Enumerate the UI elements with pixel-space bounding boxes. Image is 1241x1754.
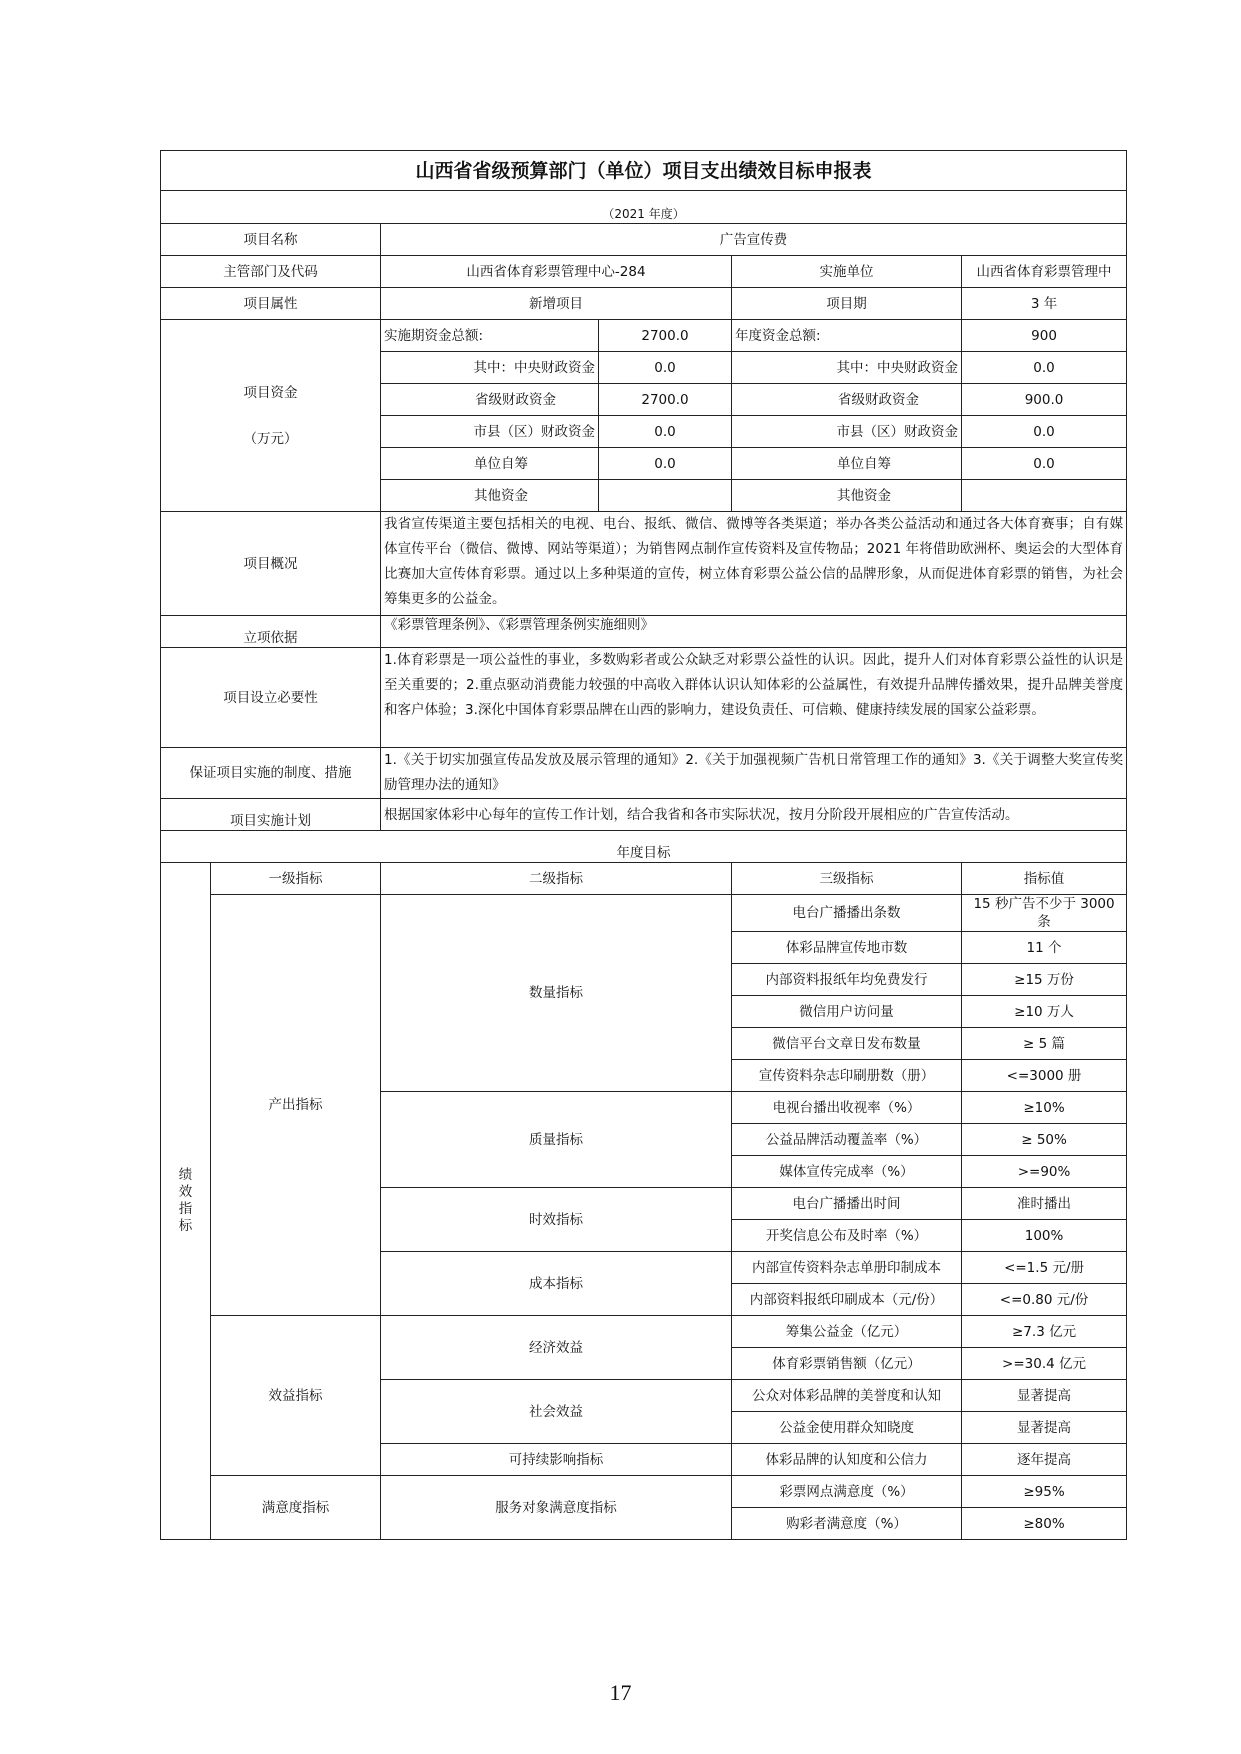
indicator-value: 准时播出: [962, 1188, 1127, 1220]
indicator-value: <=3000 册: [962, 1060, 1127, 1092]
performance-label-cell: [161, 863, 211, 1540]
fund-label-a: 其中：中央财政资金: [381, 352, 599, 384]
fund-label-a: 实施期资金总额:: [381, 320, 599, 352]
performance-label: 绩效指标: [178, 1167, 193, 1234]
indicator-value: ≥ 5 篇: [962, 1028, 1127, 1060]
indicator-name: 体彩品牌宣传地市数: [732, 932, 962, 964]
cost-indicator: 成本指标: [381, 1252, 732, 1316]
indicator-value: ≥10 万人: [962, 996, 1127, 1028]
indicator-name: 内部资料报纸年均免费发行: [732, 964, 962, 996]
necessity-text: 1.体育彩票是一项公益性的事业，多数购彩者或公众缺乏对彩票公益性的认识。因此，提升人们对体育彩票公益性的认识是至关重要的；2.重点驱动消费能力较强的中高收入群体认识认知体彩的公益属性，有效提升品牌传播效果，提升品牌美誉度和客户体验；3.深化中国体育彩票品牌在山西的影响力，建设负责任、可信赖、健康持续发展的国家公益彩票。: [381, 648, 1127, 748]
sustain-indicator: 可持续影响指标: [381, 1444, 732, 1476]
fund-label-b: 其他资金: [732, 480, 962, 512]
timeliness-indicator: 时效指标: [381, 1188, 732, 1252]
indicator-value: ≥15 万份: [962, 964, 1127, 996]
fund-label-b: 年度资金总额:: [732, 320, 962, 352]
value-header: 指标值: [962, 863, 1127, 895]
funds-unit: （万元）: [243, 430, 298, 447]
plan-text: 根据国家体彩中心每年的宣传工作计划，结合我省和各市实际状况，按月分阶段开展相应的广告宣传活动。: [381, 799, 1127, 831]
indicator-name: 公益品牌活动覆盖率（%）: [732, 1124, 962, 1156]
fund-label-a: 市县（区）财政资金: [381, 416, 599, 448]
indicator-name: 电视台播出收视率（%）: [732, 1092, 962, 1124]
fund-value-a: 0.0: [599, 416, 732, 448]
period-value: 3 年: [962, 288, 1127, 320]
indicator-name: 公众对体彩品牌的美誉度和认知: [732, 1380, 962, 1412]
indicator-value: <=1.5 元/册: [962, 1252, 1127, 1284]
economic-indicator: 经济效益: [381, 1316, 732, 1380]
indicator-name: 电台广播播出条数: [732, 895, 962, 932]
overview-text: 我省宣传渠道主要包括相关的电视、电台、报纸、微信、微博等各类渠道；举办各类公益活动和通过各大体育赛事；自有媒体宣传平台（微信、微博、网站等渠道）；为销售网点制作宣传资料及宣传物品；2021 年将借助欧洲杯、奥运会的大型体育比赛加大宣传体育彩票。通过以上多种渠道的宣传，树立体育彩票公益公信的品牌形象，从而促进体育彩票的销售，为社会筹集更多的公益金。: [381, 512, 1127, 616]
indicator-name: 内部资料报纸印刷成本（元/份）: [732, 1284, 962, 1316]
social-indicator: 社会效益: [381, 1380, 732, 1444]
fund-value-a: [599, 480, 732, 512]
overview-label: 项目概况: [161, 512, 381, 616]
level2-header: 二级指标: [381, 863, 732, 895]
fund-label-a: 其他资金: [381, 480, 599, 512]
indicator-value: 显著提高: [962, 1380, 1127, 1412]
indicator-name: 体育彩票销售额（亿元）: [732, 1348, 962, 1380]
output-indicator: 产出指标: [211, 895, 381, 1316]
indicator-value: ≥80%: [962, 1508, 1127, 1540]
indicator-value: 显著提高: [962, 1412, 1127, 1444]
indicator-value: 逐年提高: [962, 1444, 1127, 1476]
indicator-value: 11 个: [962, 932, 1127, 964]
quality-indicator: 质量指标: [381, 1092, 732, 1188]
indicator-value: ≥10%: [962, 1092, 1127, 1124]
department-value: 山西省体育彩票管理中心-284: [381, 256, 732, 288]
attribute-value: 新增项目: [381, 288, 732, 320]
funds-label-cell: [161, 320, 381, 512]
funds-label: 项目资金: [243, 384, 298, 401]
benefit-indicator: 效益指标: [211, 1316, 381, 1476]
fund-value-a: 0.0: [599, 352, 732, 384]
indicator-name: 微信用户访问量: [732, 996, 962, 1028]
project-name-label: 项目名称: [161, 224, 381, 256]
indicator-value: 15 秒广告不少于 3000 条: [962, 895, 1127, 932]
year-label: （2021 年度）: [161, 191, 1127, 224]
indicator-value: >=30.4 亿元: [962, 1348, 1127, 1380]
level3-header: 三级指标: [732, 863, 962, 895]
indicator-name: 筹集公益金（亿元）: [732, 1316, 962, 1348]
implementer-value: 山西省体育彩票管理中: [962, 256, 1127, 288]
indicator-name: 内部宣传资料杂志单册印制成本: [732, 1252, 962, 1284]
annual-goal-label: 年度目标: [161, 831, 1127, 863]
basis-label: 立项依据: [161, 616, 381, 648]
fund-value-b: 0.0: [962, 416, 1127, 448]
page-number: 17: [609, 1680, 632, 1705]
attribute-label: 项目属性: [161, 288, 381, 320]
service-indicator: 服务对象满意度指标: [381, 1476, 732, 1540]
fund-value-b: [962, 480, 1127, 512]
indicator-name: 公益金使用群众知晓度: [732, 1412, 962, 1444]
department-label: 主管部门及代码: [161, 256, 381, 288]
indicator-name: 微信平台文章日发布数量: [732, 1028, 962, 1060]
indicator-name: 宣传资料杂志印刷册数（册）: [732, 1060, 962, 1092]
indicator-value: ≥95%: [962, 1476, 1127, 1508]
level1-header: 一级指标: [211, 863, 381, 895]
indicator-value: >=90%: [962, 1156, 1127, 1188]
fund-value-b: 0.0: [962, 352, 1127, 384]
indicator-name: 开奖信息公布及时率（%）: [732, 1220, 962, 1252]
project-name-value: 广告宣传费: [381, 224, 1127, 256]
indicator-name: 电台广播播出时间: [732, 1188, 962, 1220]
fund-label-b: 单位自筹: [732, 448, 962, 480]
performance-target-table: [160, 150, 1127, 1540]
indicator-name: 购彩者满意度（%）: [732, 1508, 962, 1540]
implementer-label: 实施单位: [732, 256, 962, 288]
period-label: 项目期: [732, 288, 962, 320]
measures-label: 保证项目实施的制度、措施: [161, 748, 381, 799]
fund-value-b: 0.0: [962, 448, 1127, 480]
fund-value-b: 900: [962, 320, 1127, 352]
fund-label-b: 市县（区）财政资金: [732, 416, 962, 448]
indicator-value: <=0.80 元/份: [962, 1284, 1127, 1316]
quantity-indicator: 数量指标: [381, 895, 732, 1092]
basis-text: 《彩票管理条例》、《彩票管理条例实施细则》: [381, 616, 1127, 648]
fund-label-b: 省级财政资金: [732, 384, 962, 416]
indicator-value: ≥7.3 亿元: [962, 1316, 1127, 1348]
indicator-name: 体彩品牌的认知度和公信力: [732, 1444, 962, 1476]
measures-text: 1.《关于切实加强宣传品发放及展示管理的通知》2.《关于加强视频广告机日常管理工作的通知》3.《关于调整大奖宣传奖励管理办法的通知》: [381, 748, 1127, 799]
indicator-name: 彩票网点满意度（%）: [732, 1476, 962, 1508]
plan-label: 项目实施计划: [161, 799, 381, 831]
fund-label-a: 省级财政资金: [381, 384, 599, 416]
satisfaction-indicator: 满意度指标: [211, 1476, 381, 1540]
necessity-label: 项目设立必要性: [161, 648, 381, 748]
fund-value-a: 0.0: [599, 448, 732, 480]
fund-label-b: 其中：中央财政资金: [732, 352, 962, 384]
form-title: 山西省省级预算部门（单位）项目支出绩效目标申报表: [161, 151, 1127, 191]
fund-value-b: 900.0: [962, 384, 1127, 416]
fund-value-a: 2700.0: [599, 384, 732, 416]
indicator-name: 媒体宣传完成率（%）: [732, 1156, 962, 1188]
indicator-value: 100%: [962, 1220, 1127, 1252]
fund-value-a: 2700.0: [599, 320, 732, 352]
fund-label-a: 单位自筹: [381, 448, 599, 480]
indicator-value: ≥ 50%: [962, 1124, 1127, 1156]
